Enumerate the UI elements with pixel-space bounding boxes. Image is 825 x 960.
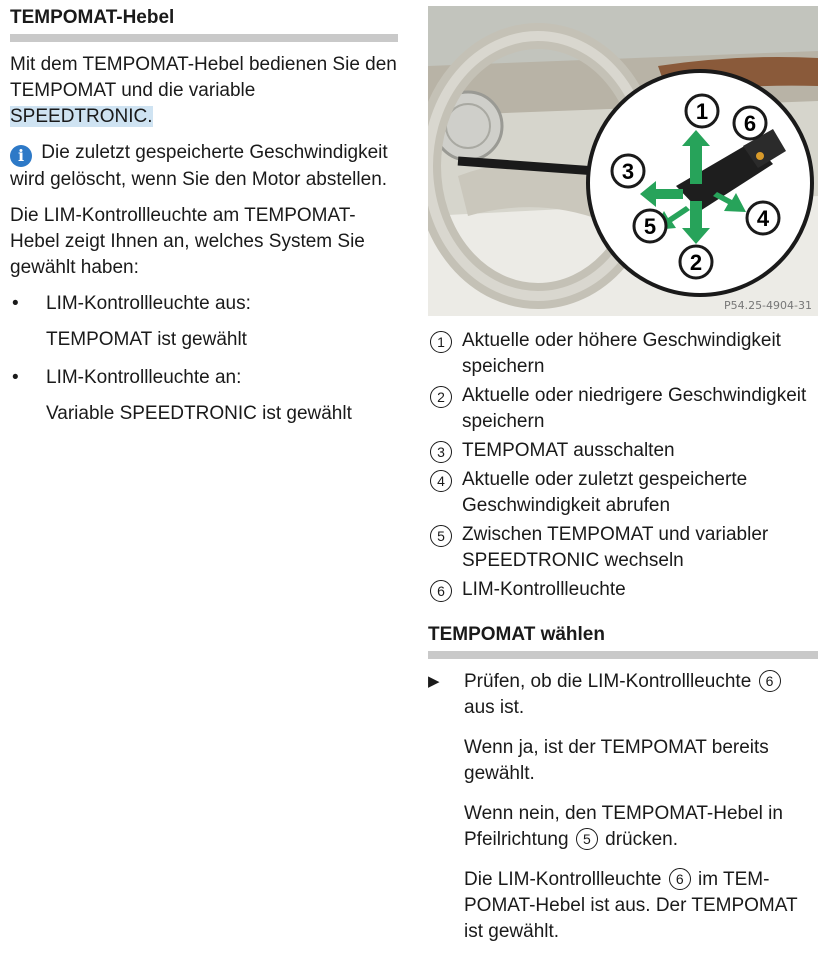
callout-3: 3 bbox=[621, 159, 635, 184]
list-item bbox=[10, 291, 398, 353]
step-text-start: Prüfen, ob die LIM-Kontrollleuchte bbox=[464, 671, 752, 692]
callout-5: 5 bbox=[643, 214, 657, 239]
info-icon: i bbox=[10, 145, 32, 167]
step-item bbox=[428, 669, 818, 945]
callout-4: 4 bbox=[756, 206, 770, 231]
illustration-svg bbox=[428, 6, 818, 316]
bullet-result: Variable SPEEDTRONIC ist gewählt bbox=[46, 403, 352, 424]
para-lim bbox=[464, 867, 818, 945]
para-lim-start: Die LIM-Kontrollleuchte bbox=[464, 869, 662, 890]
tempomat-lever-illustration bbox=[428, 6, 818, 316]
callout-1: 1 bbox=[695, 99, 709, 124]
bullet-label: LIM-Kontrollleuchte aus: bbox=[46, 293, 251, 314]
info-text: Die zuletzt gespeicherte Geschwindigkeit wird gelöscht, wenn Sie den Motor abstellen. bbox=[10, 142, 388, 190]
legend-number: 2 bbox=[430, 386, 452, 408]
step-text-end: aus ist. bbox=[464, 697, 525, 718]
bullet-dot-icon: • bbox=[12, 367, 19, 388]
lim-status-list bbox=[10, 291, 398, 427]
section-title-tempomat-hebel: TEMPOMAT-Hebel bbox=[10, 6, 398, 42]
legend-text: LIM-Kontrollleuchte bbox=[462, 579, 626, 600]
para-yes: Wenn ja, ist der TEMPOMAT bereits gewählt. bbox=[464, 737, 769, 784]
legend-text: TEMPOMAT ausschalten bbox=[462, 440, 675, 461]
legend-item bbox=[428, 577, 818, 603]
figure-code: P54.25-4904-31 bbox=[723, 299, 812, 312]
para-no-end: drücken. bbox=[605, 829, 678, 850]
steps-list bbox=[428, 669, 818, 945]
figure-legend bbox=[428, 328, 818, 603]
legend-text: Zwischen TEMPOMAT und variabler SPEEDTRONIC wechseln bbox=[462, 524, 769, 571]
legend-text: Aktuelle oder zuletzt gespeicherte Geschwindigkeit abrufen bbox=[462, 469, 748, 516]
bullet-label: LIM-Kontrollleuchte an: bbox=[46, 367, 242, 388]
highlighted-word: SPEEDTRONIC. bbox=[10, 106, 153, 127]
legend-number: 4 bbox=[430, 470, 452, 492]
para-lim-end: im TEMPOMAT-Hebel ist aus. Der TEMPOMAT ist gewählt. bbox=[464, 869, 798, 942]
inline-number: 6 bbox=[759, 670, 781, 692]
list-item bbox=[10, 365, 398, 427]
callout-2: 2 bbox=[689, 250, 703, 275]
legend-number: 6 bbox=[430, 580, 452, 602]
legend-text: Aktuelle oder höhere Geschwindigkeit speichern bbox=[462, 330, 781, 377]
right-column bbox=[428, 6, 818, 959]
legend-number: 3 bbox=[430, 441, 452, 463]
step-bullet-icon: ▶ bbox=[428, 673, 440, 690]
callout-6: 6 bbox=[743, 111, 757, 136]
legend-text: Aktuelle oder niedrigere Geschwindigkeit speichern bbox=[462, 385, 807, 432]
bullet-result: TEMPOMAT ist gewählt bbox=[46, 329, 247, 350]
inline-number: 5 bbox=[576, 828, 598, 850]
para-no bbox=[464, 801, 818, 853]
left-column bbox=[10, 6, 398, 439]
section-title-tempomat-waehlen: TEMPOMAT wählen bbox=[428, 623, 818, 659]
intro-text: Mit dem TEMPOMAT-Hebel bedienen Sie den TEMPOMAT und die variable bbox=[10, 54, 397, 101]
para-no-start: Wenn nein, den TEMPOMAT-Hebel in Pfeilrichtung bbox=[464, 803, 783, 850]
lim-paragraph: Die LIM-Kontrollleuchte am TEMPOMAT-Hebel zeigt Ihnen an, welches System Sie gewählt haben: bbox=[10, 205, 365, 278]
legend-item bbox=[428, 328, 818, 380]
info-note bbox=[10, 140, 398, 193]
legend-number: 1 bbox=[430, 331, 452, 353]
inline-number: 6 bbox=[669, 868, 691, 890]
step-text bbox=[464, 669, 818, 721]
legend-item bbox=[428, 438, 818, 464]
bullet-dot-icon: • bbox=[12, 293, 19, 314]
intro-paragraph bbox=[10, 52, 398, 130]
section-tempomat-waehlen bbox=[428, 623, 818, 945]
legend-item bbox=[428, 383, 818, 435]
lim-lamp bbox=[756, 152, 764, 160]
legend-number: 5 bbox=[430, 525, 452, 547]
legend-item bbox=[428, 522, 818, 574]
legend-item bbox=[428, 467, 818, 519]
